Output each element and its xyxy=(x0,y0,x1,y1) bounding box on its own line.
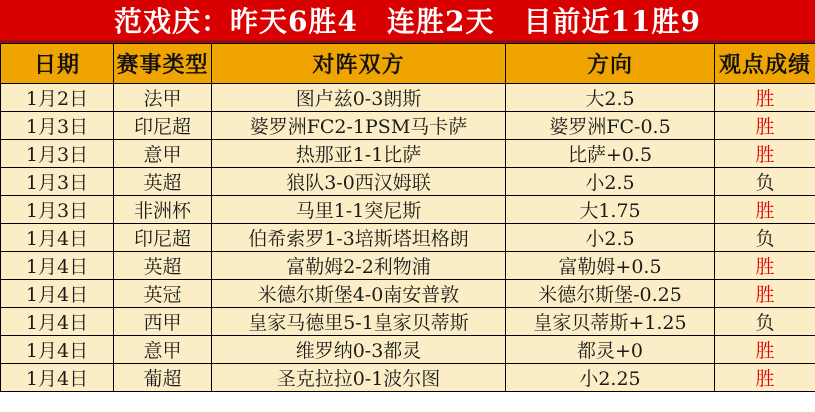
table-row xyxy=(1,140,815,168)
date-cell: 1月4日 xyxy=(1,308,114,336)
direction-cell: 皇家贝蒂斯+1.25 xyxy=(506,308,715,336)
table-row xyxy=(1,308,815,336)
page-title: 范戏庆：昨天6胜4 连胜2天 目前近11胜9 xyxy=(114,5,701,38)
direction-cell: 小2.5 xyxy=(506,224,715,252)
header-date: 日期 xyxy=(1,44,114,84)
table-row xyxy=(1,252,815,280)
date-cell: 1月3日 xyxy=(1,140,114,168)
match-cell: 米德尔斯堡4-0南安普敦 xyxy=(212,280,506,308)
table-row xyxy=(1,112,815,140)
match-cell: 皇家马德里5-1皇家贝蒂斯 xyxy=(212,308,506,336)
table-row xyxy=(1,280,815,308)
direction-cell: 小2.25 xyxy=(506,364,715,392)
direction-cell: 大1.75 xyxy=(506,196,715,224)
date-cell: 1月3日 xyxy=(1,196,114,224)
match-cell: 狼队3-0西汉姆联 xyxy=(212,168,506,196)
direction-cell: 富勒姆+0.5 xyxy=(506,252,715,280)
date-cell: 1月3日 xyxy=(1,112,114,140)
result-cell: 胜 xyxy=(715,336,815,364)
date-cell: 1月4日 xyxy=(1,364,114,392)
result-cell: 胜 xyxy=(715,280,815,308)
direction-cell: 比萨+0.5 xyxy=(506,140,715,168)
match-cell: 婆罗洲FC2-1PSM马卡萨 xyxy=(212,112,506,140)
match-cell: 圣克拉拉0-1波尔图 xyxy=(212,364,506,392)
league-cell: 葡超 xyxy=(114,364,212,392)
match-cell: 图卢兹0-3朗斯 xyxy=(212,84,506,112)
results-table xyxy=(0,43,815,392)
league-cell: 法甲 xyxy=(114,84,212,112)
header-match: 对阵双方 xyxy=(212,44,506,84)
title-banner xyxy=(0,0,815,43)
header-league: 赛事类型 xyxy=(114,44,212,84)
header-result: 观点成绩 xyxy=(715,44,815,84)
table-row xyxy=(1,196,815,224)
date-cell: 1月3日 xyxy=(1,168,114,196)
league-cell: 印尼超 xyxy=(114,112,212,140)
table-row xyxy=(1,84,815,112)
date-cell: 1月4日 xyxy=(1,280,114,308)
match-cell: 富勒姆2-2利物浦 xyxy=(212,252,506,280)
table-row xyxy=(1,336,815,364)
league-cell: 印尼超 xyxy=(114,224,212,252)
direction-cell: 小2.5 xyxy=(506,168,715,196)
result-cell: 负 xyxy=(715,308,815,336)
table-row xyxy=(1,224,815,252)
direction-cell: 大2.5 xyxy=(506,84,715,112)
league-cell: 英超 xyxy=(114,252,212,280)
result-cell: 负 xyxy=(715,224,815,252)
match-cell: 伯希索罗1-3培斯塔坦格朗 xyxy=(212,224,506,252)
result-cell: 胜 xyxy=(715,112,815,140)
header-row xyxy=(1,44,815,84)
result-cell: 胜 xyxy=(715,196,815,224)
date-cell: 1月4日 xyxy=(1,336,114,364)
match-cell: 热那亚1-1比萨 xyxy=(212,140,506,168)
date-cell: 1月4日 xyxy=(1,224,114,252)
table-row xyxy=(1,364,815,392)
result-cell: 胜 xyxy=(715,84,815,112)
match-cell: 马里1-1突尼斯 xyxy=(212,196,506,224)
result-cell: 胜 xyxy=(715,252,815,280)
direction-cell: 都灵+0 xyxy=(506,336,715,364)
date-cell: 1月2日 xyxy=(1,84,114,112)
result-cell: 胜 xyxy=(715,364,815,392)
league-cell: 意甲 xyxy=(114,140,212,168)
table-row xyxy=(1,168,815,196)
league-cell: 西甲 xyxy=(114,308,212,336)
result-cell: 负 xyxy=(715,168,815,196)
direction-cell: 米德尔斯堡-0.25 xyxy=(506,280,715,308)
match-cell: 维罗纳0-3都灵 xyxy=(212,336,506,364)
date-cell: 1月4日 xyxy=(1,252,114,280)
header-direction: 方向 xyxy=(506,44,715,84)
league-cell: 意甲 xyxy=(114,336,212,364)
direction-cell: 婆罗洲FC-0.5 xyxy=(506,112,715,140)
league-cell: 英超 xyxy=(114,168,212,196)
result-cell: 胜 xyxy=(715,140,815,168)
league-cell: 非洲杯 xyxy=(114,196,212,224)
league-cell: 英冠 xyxy=(114,280,212,308)
